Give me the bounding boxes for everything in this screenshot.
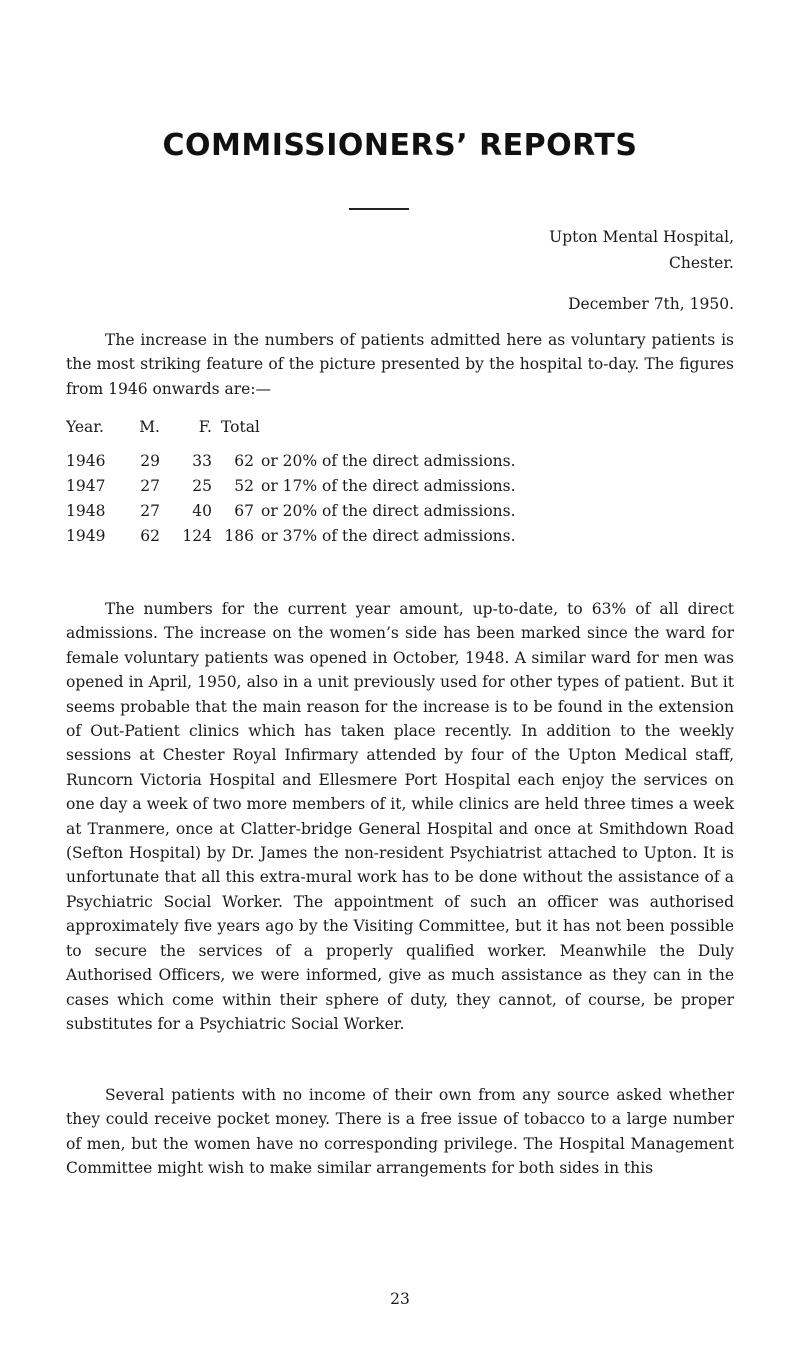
cell-female: 124 xyxy=(182,526,212,545)
report-date: December 7th, 1950. xyxy=(568,295,734,313)
address-line-hospital: Upton Mental Hospital, xyxy=(549,228,734,246)
table-header-row xyxy=(66,418,516,448)
cell-total: 186 xyxy=(224,526,254,545)
cell-male: 62 xyxy=(140,526,160,545)
address-line-city: Chester. xyxy=(668,254,734,272)
table-row xyxy=(66,448,516,473)
cell-total: 52 xyxy=(234,476,254,495)
header-female: F. xyxy=(198,418,212,436)
cell-year: 1947 xyxy=(66,476,106,495)
body-paragraph-outpatient: The numbers for the current year amount, up-to-date, to 63% of all direct admissions. The increase on the women’s side has been marked since the ward for female voluntary patients was opened in October, 1948. A similar ward for men was opened in April, 1950, also in a unit previously used for other types of patient. But it seems probable that the main reason for the increase is to be found in the extension of Out-Patient clinics which has taken place recently. In addition to the weekly sessions at Chester Royal Infirmary attended by four of the Upton Medical staff, Runcorn Victoria Hospital and Ellesmere Port Hospital each enjoy the services on one day a week of two more members of it, while clinics are held three times a week at Tranmere, once at Clatter-bridge General Hospital and once at Smithdown Road (Sefton Hospital) by Dr. James the non-resident Psychiatrist attached to Upton. It is unfortunate that all this extra-mural work has to be done without the assistance of a Psychiatric Social Worker. The appointment of such an officer was authorised approximately five years ago by the Visiting Committee, but it has not been possible to secure the services of a properly qualified worker. Meanwhile the Duly Authorised Officers, we were informed, give as much assistance as they can in the cases which come within their sphere of duty, they cannot, of course, be proper substitutes for a Psychiatric Social Worker. xyxy=(66,600,734,1033)
cell-year: 1946 xyxy=(66,451,106,470)
cell-female: 40 xyxy=(192,501,212,520)
admissions-table xyxy=(66,418,516,548)
cell-total: 67 xyxy=(234,501,254,520)
cell-note: or 17% of the direct admissions. xyxy=(261,476,516,495)
cell-note: or 20% of the direct admissions. xyxy=(261,451,516,470)
cell-year: 1949 xyxy=(66,526,106,545)
cell-male: 29 xyxy=(140,451,160,470)
table-row xyxy=(66,498,516,523)
cell-male: 27 xyxy=(140,476,160,495)
cell-total: 62 xyxy=(234,451,254,470)
table-row xyxy=(66,523,516,548)
page-number: 23 xyxy=(390,1290,410,1308)
title-divider xyxy=(349,208,409,210)
cell-male: 27 xyxy=(140,501,160,520)
header-male: M. xyxy=(139,418,160,436)
cell-note: or 20% of the direct admissions. xyxy=(261,501,516,520)
header-total: Total xyxy=(221,418,260,436)
page-title: COMMISSIONERS’ REPORTS xyxy=(162,128,638,163)
cell-female: 33 xyxy=(192,451,212,470)
body-paragraph-pocket-money: Several patients with no income of their own from any source asked whether they could receive pocket money. There is a free issue of tobacco to a large number of men, but the women have no corresponding privilege. The Hospital Management Committee might wish to make similar arrangements for both sides in this xyxy=(66,1086,734,1178)
table-row xyxy=(66,473,516,498)
header-year: Year. xyxy=(66,418,104,436)
intro-paragraph: The increase in the numbers of patients admitted here as voluntary patients is the most striking feature of the picture presented by the hospital to-day. The figures from 1946 onwards are:— xyxy=(66,331,734,398)
cell-year: 1948 xyxy=(66,501,106,520)
cell-note: or 37% of the direct admissions. xyxy=(261,526,516,545)
cell-female: 25 xyxy=(192,476,212,495)
